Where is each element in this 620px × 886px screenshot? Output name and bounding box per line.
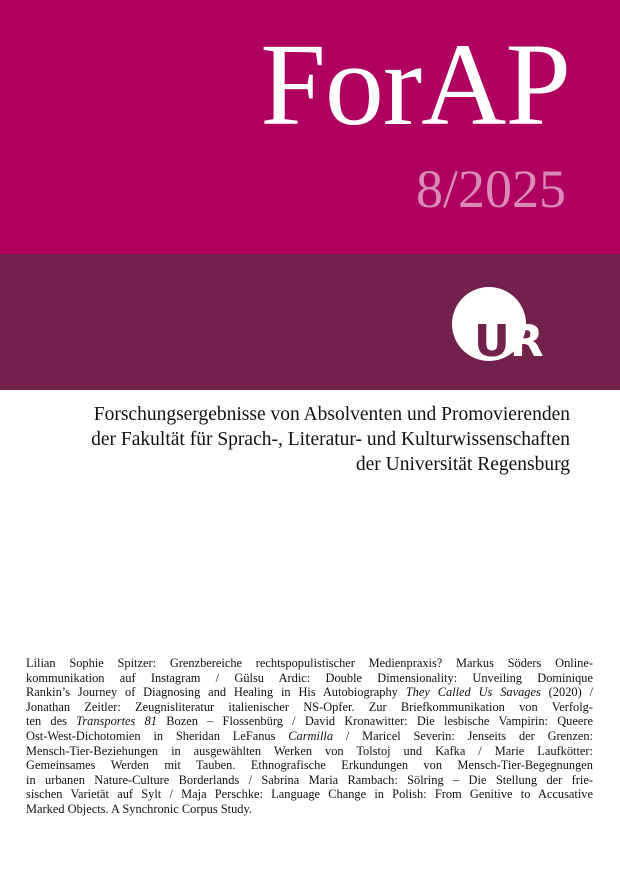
contents-line: kommunikation auf Instagram / Gülsu Ardic: Double Dimensionality: Unveiling Dominique: [26, 670, 593, 685]
contents-text: (2020) /: [540, 685, 594, 700]
book-title: Transportes 81: [76, 714, 157, 729]
contents-line: [26, 729, 593, 744]
contents-text: Ost-West-Dichotomien in Sheridan LeFanus: [26, 728, 289, 743]
contents-text: / Maricel Severin: Jenseits der Grenzen:: [333, 728, 593, 743]
contents-line: [26, 685, 593, 700]
logo-letter-r: R: [509, 316, 544, 362]
contents-text: Rankin’s Journey of Diagnosing and Healing in His Autobiography: [26, 685, 406, 700]
contents-line: sischen Varietät auf Sylt / Maja Perschke: Language Change in Polish: From Genitive to Accusative: [26, 787, 593, 802]
top-color-band: [0, 0, 620, 254]
logo-letters: [474, 316, 544, 362]
logo-letter-u: U: [474, 316, 510, 362]
contents-line: Jonathan Zeitler: Zeugnisliteratur italienischer NS-Opfer. Zur Briefkommunikation von Verfolg-: [26, 699, 593, 714]
table-of-contents: [26, 656, 593, 817]
book-title: Carmilla: [288, 728, 334, 743]
contents-line: Gemeinsames Werden mit Tauben. Ethnografische Erkundungen von Mensch-Tier-Begegnungen: [26, 758, 593, 773]
contents-line: in urbanen Nature-Culture Borderlands / Sabrina Maria Rambach: Sölring – Die Stellung der frie-: [26, 772, 593, 787]
journal-title: ForAP: [260, 19, 570, 150]
contents-line: Lilian Sophie Spitzer: Grenzbereiche rechtspopulistischer Medienpraxis? Markus Söders Online-: [26, 656, 593, 670]
subtitle-line-3: der Universität Regensburg: [355, 454, 570, 475]
contents-line: Marked Objects. A Synchronic Corpus Study.: [26, 801, 252, 816]
contents-line: Mensch-Tier-Beziehungen in ausgewählten Werken von Tolstoj und Kafka / Marie Laufkötter:: [26, 743, 593, 758]
issue-number: 8/2025: [415, 159, 566, 219]
contents-text: Bozen – Flossenbürg / David Kronawitter: Die lesbische Vampirin: Queere: [157, 714, 594, 729]
contents-text: ten des: [26, 714, 77, 729]
book-title: They Called Us Savages: [405, 685, 541, 700]
cover-subtitle: [30, 402, 570, 477]
subtitle-line-2: der Fakultät für Sprach-, Literatur- und Kulturwissenschaften: [91, 429, 570, 450]
contents-line: [26, 714, 593, 729]
subtitle-line-1: Forschungsergebnisse von Absolventen und Promovierenden: [93, 404, 570, 425]
university-logo: [452, 286, 562, 362]
